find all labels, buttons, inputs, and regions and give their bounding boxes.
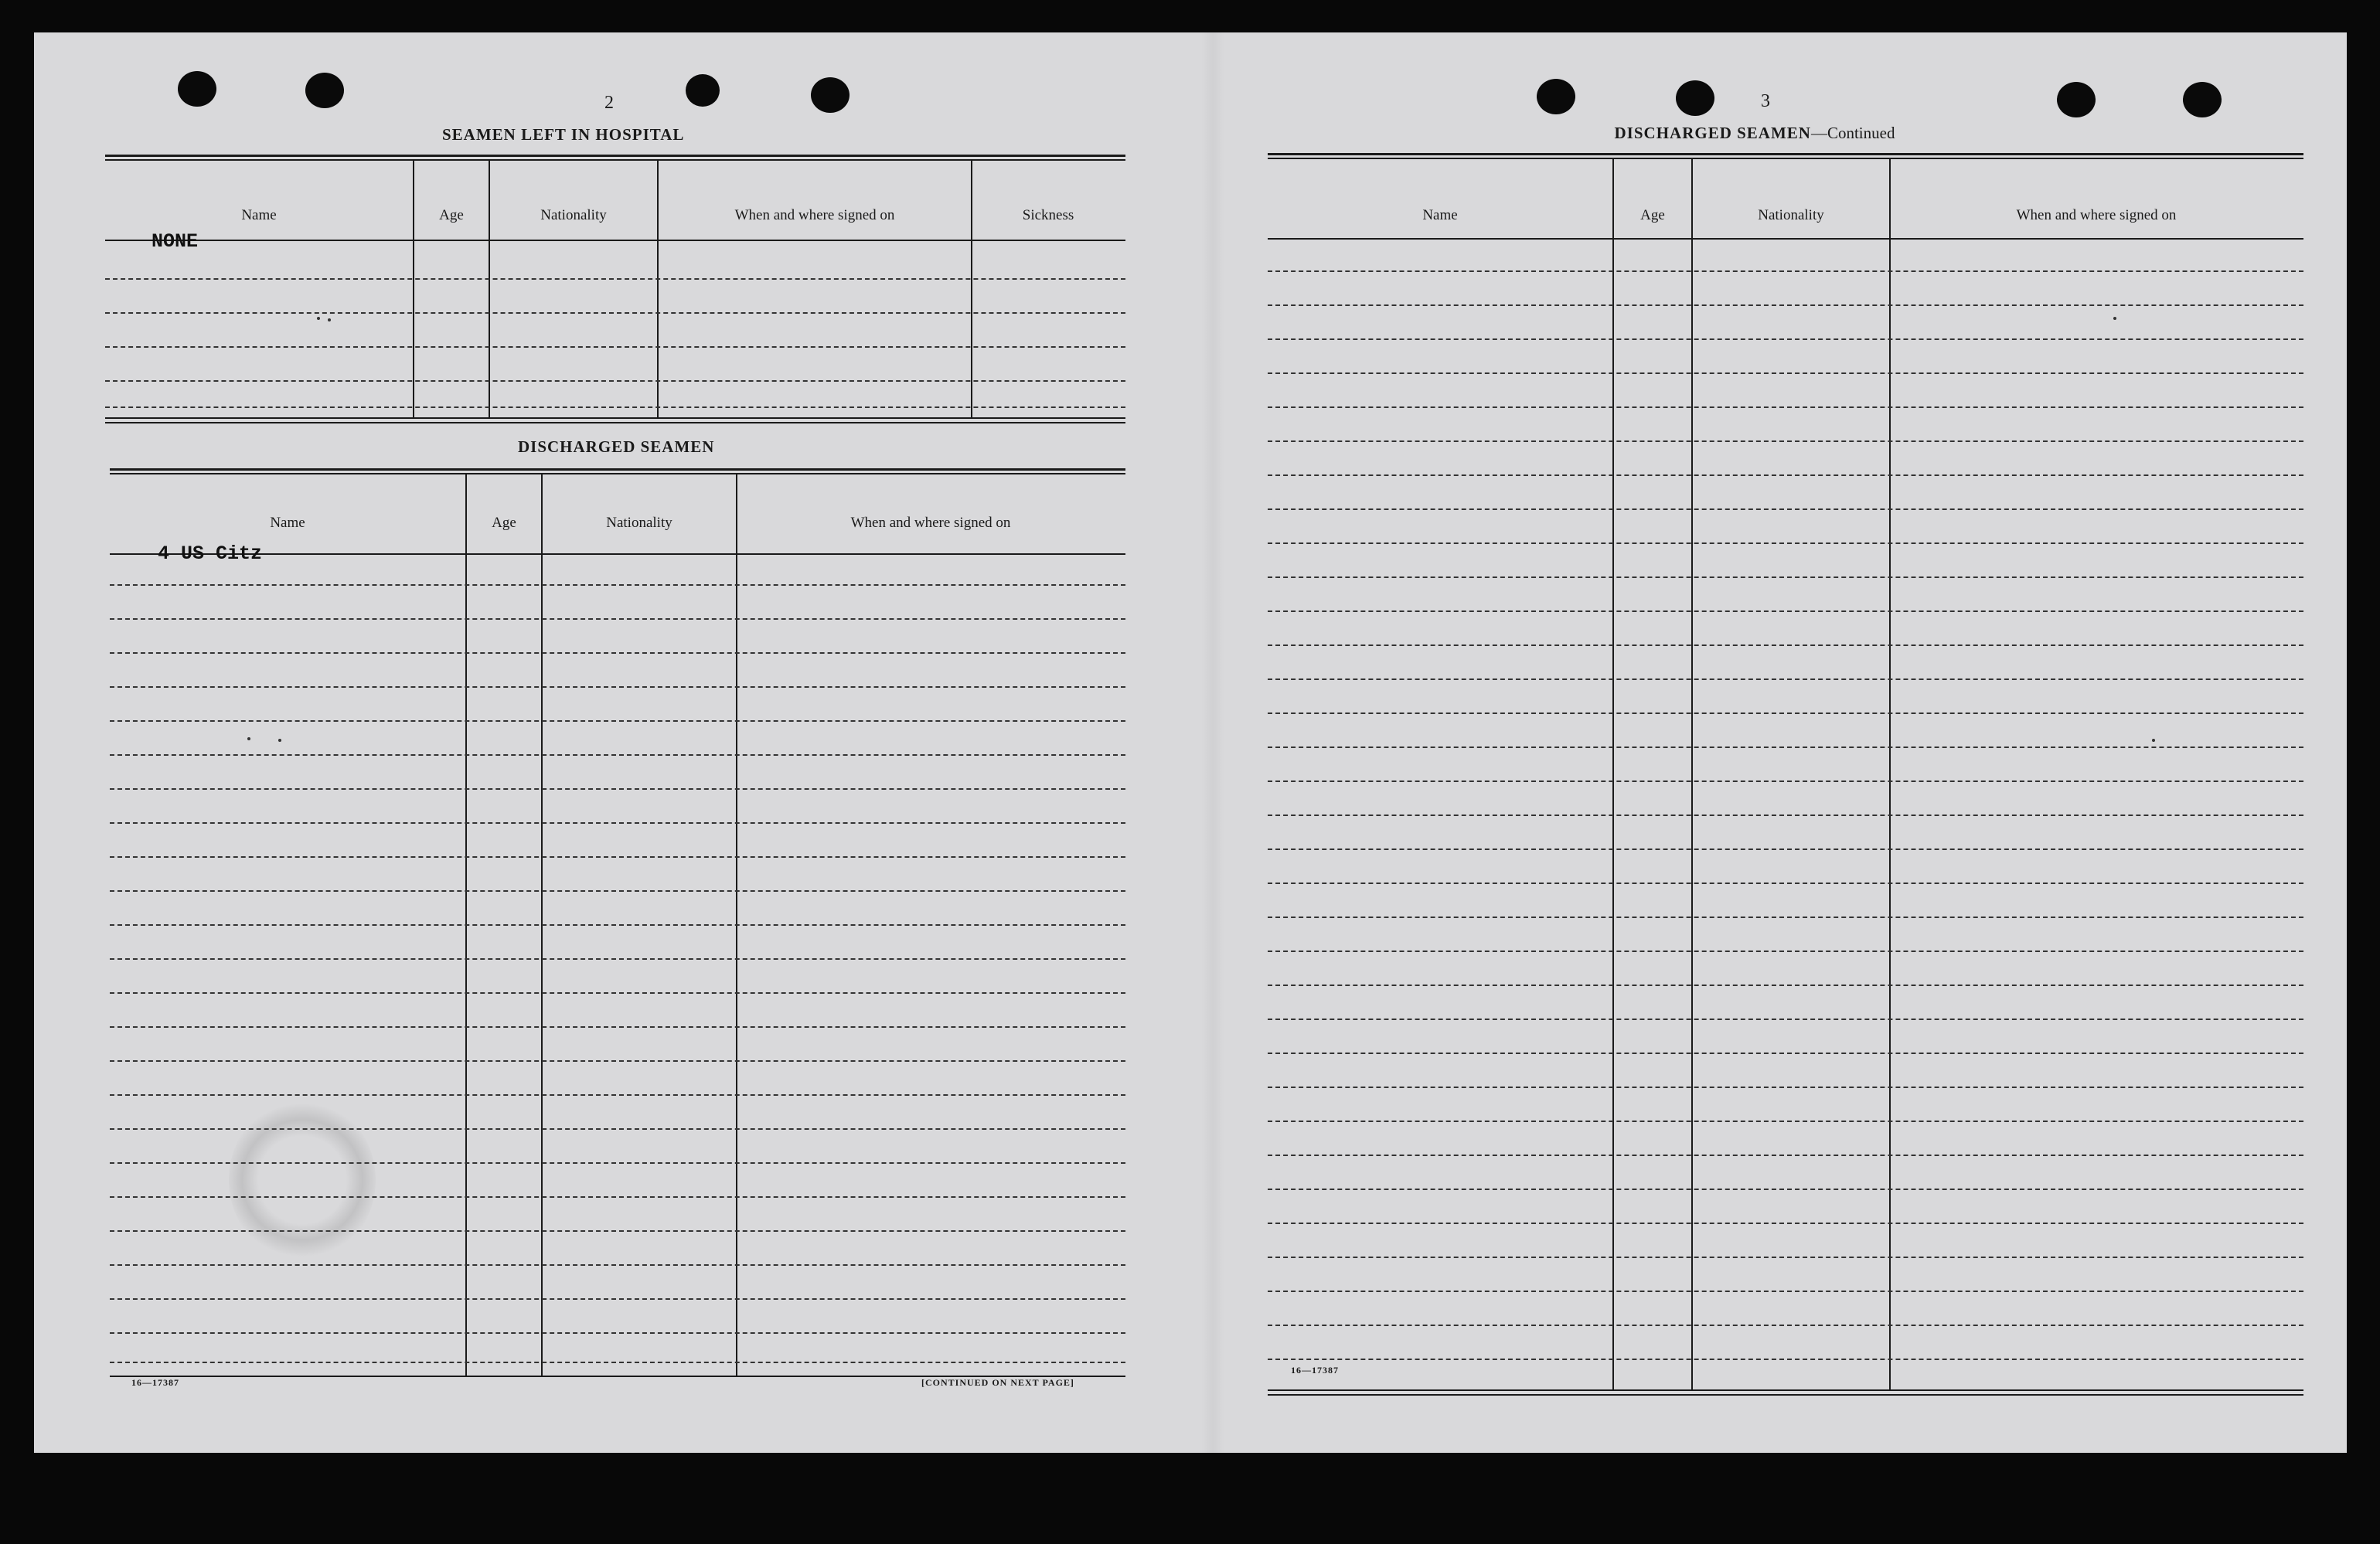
column-header: When and where signed on: [2016, 207, 2177, 223]
punch-hole: [686, 74, 720, 107]
column-header: Sickness: [1022, 207, 1074, 223]
discharged-continued-table: [1268, 153, 2303, 1420]
column-header: Age: [1640, 207, 1665, 223]
column-header: Nationality: [1758, 207, 1824, 223]
page-number: 2: [604, 93, 614, 113]
column-header: When and where signed on: [850, 515, 1011, 531]
document-sheet: [34, 32, 2347, 1453]
punch-hole: [2183, 82, 2222, 117]
discharged-entry-name: 4 US Citz: [158, 542, 263, 565]
punch-hole: [1676, 80, 1714, 116]
continued-note: [CONTINUED ON NEXT PAGE]: [921, 1377, 1074, 1388]
continued-table-title: [1592, 124, 1917, 143]
column-header: When and where signed on: [734, 207, 895, 223]
column-header: Nationality: [606, 515, 672, 531]
column-header: Age: [492, 515, 516, 531]
form-number: 16—17387: [131, 1377, 179, 1388]
hospital-entry-name: NONE: [152, 230, 199, 253]
punch-hole: [1537, 79, 1575, 114]
punch-hole: [178, 71, 216, 107]
punch-hole: [2057, 82, 2096, 117]
title-suffix: —Continued: [1810, 124, 1895, 142]
center-fold: [1201, 32, 1224, 1453]
form-number: 16—17387: [1291, 1365, 1339, 1376]
column-header: Name: [270, 515, 305, 531]
column-header: Nationality: [540, 207, 607, 223]
page-number: 3: [1761, 91, 1770, 111]
column-header: Age: [439, 207, 464, 223]
column-header: Name: [241, 207, 277, 223]
title-main: DISCHARGED SEAMEN: [1614, 124, 1811, 142]
discharged-table-title: DISCHARGED SEAMEN: [518, 437, 715, 456]
hospital-table-title: SEAMEN LEFT IN HOSPITAL: [442, 125, 685, 144]
discharged-table: [110, 468, 1125, 1411]
punch-hole: [305, 73, 344, 108]
hospital-table: [105, 155, 1125, 448]
faint-stamp: [229, 1099, 376, 1261]
punch-hole: [811, 77, 850, 113]
column-header: Name: [1422, 207, 1458, 223]
